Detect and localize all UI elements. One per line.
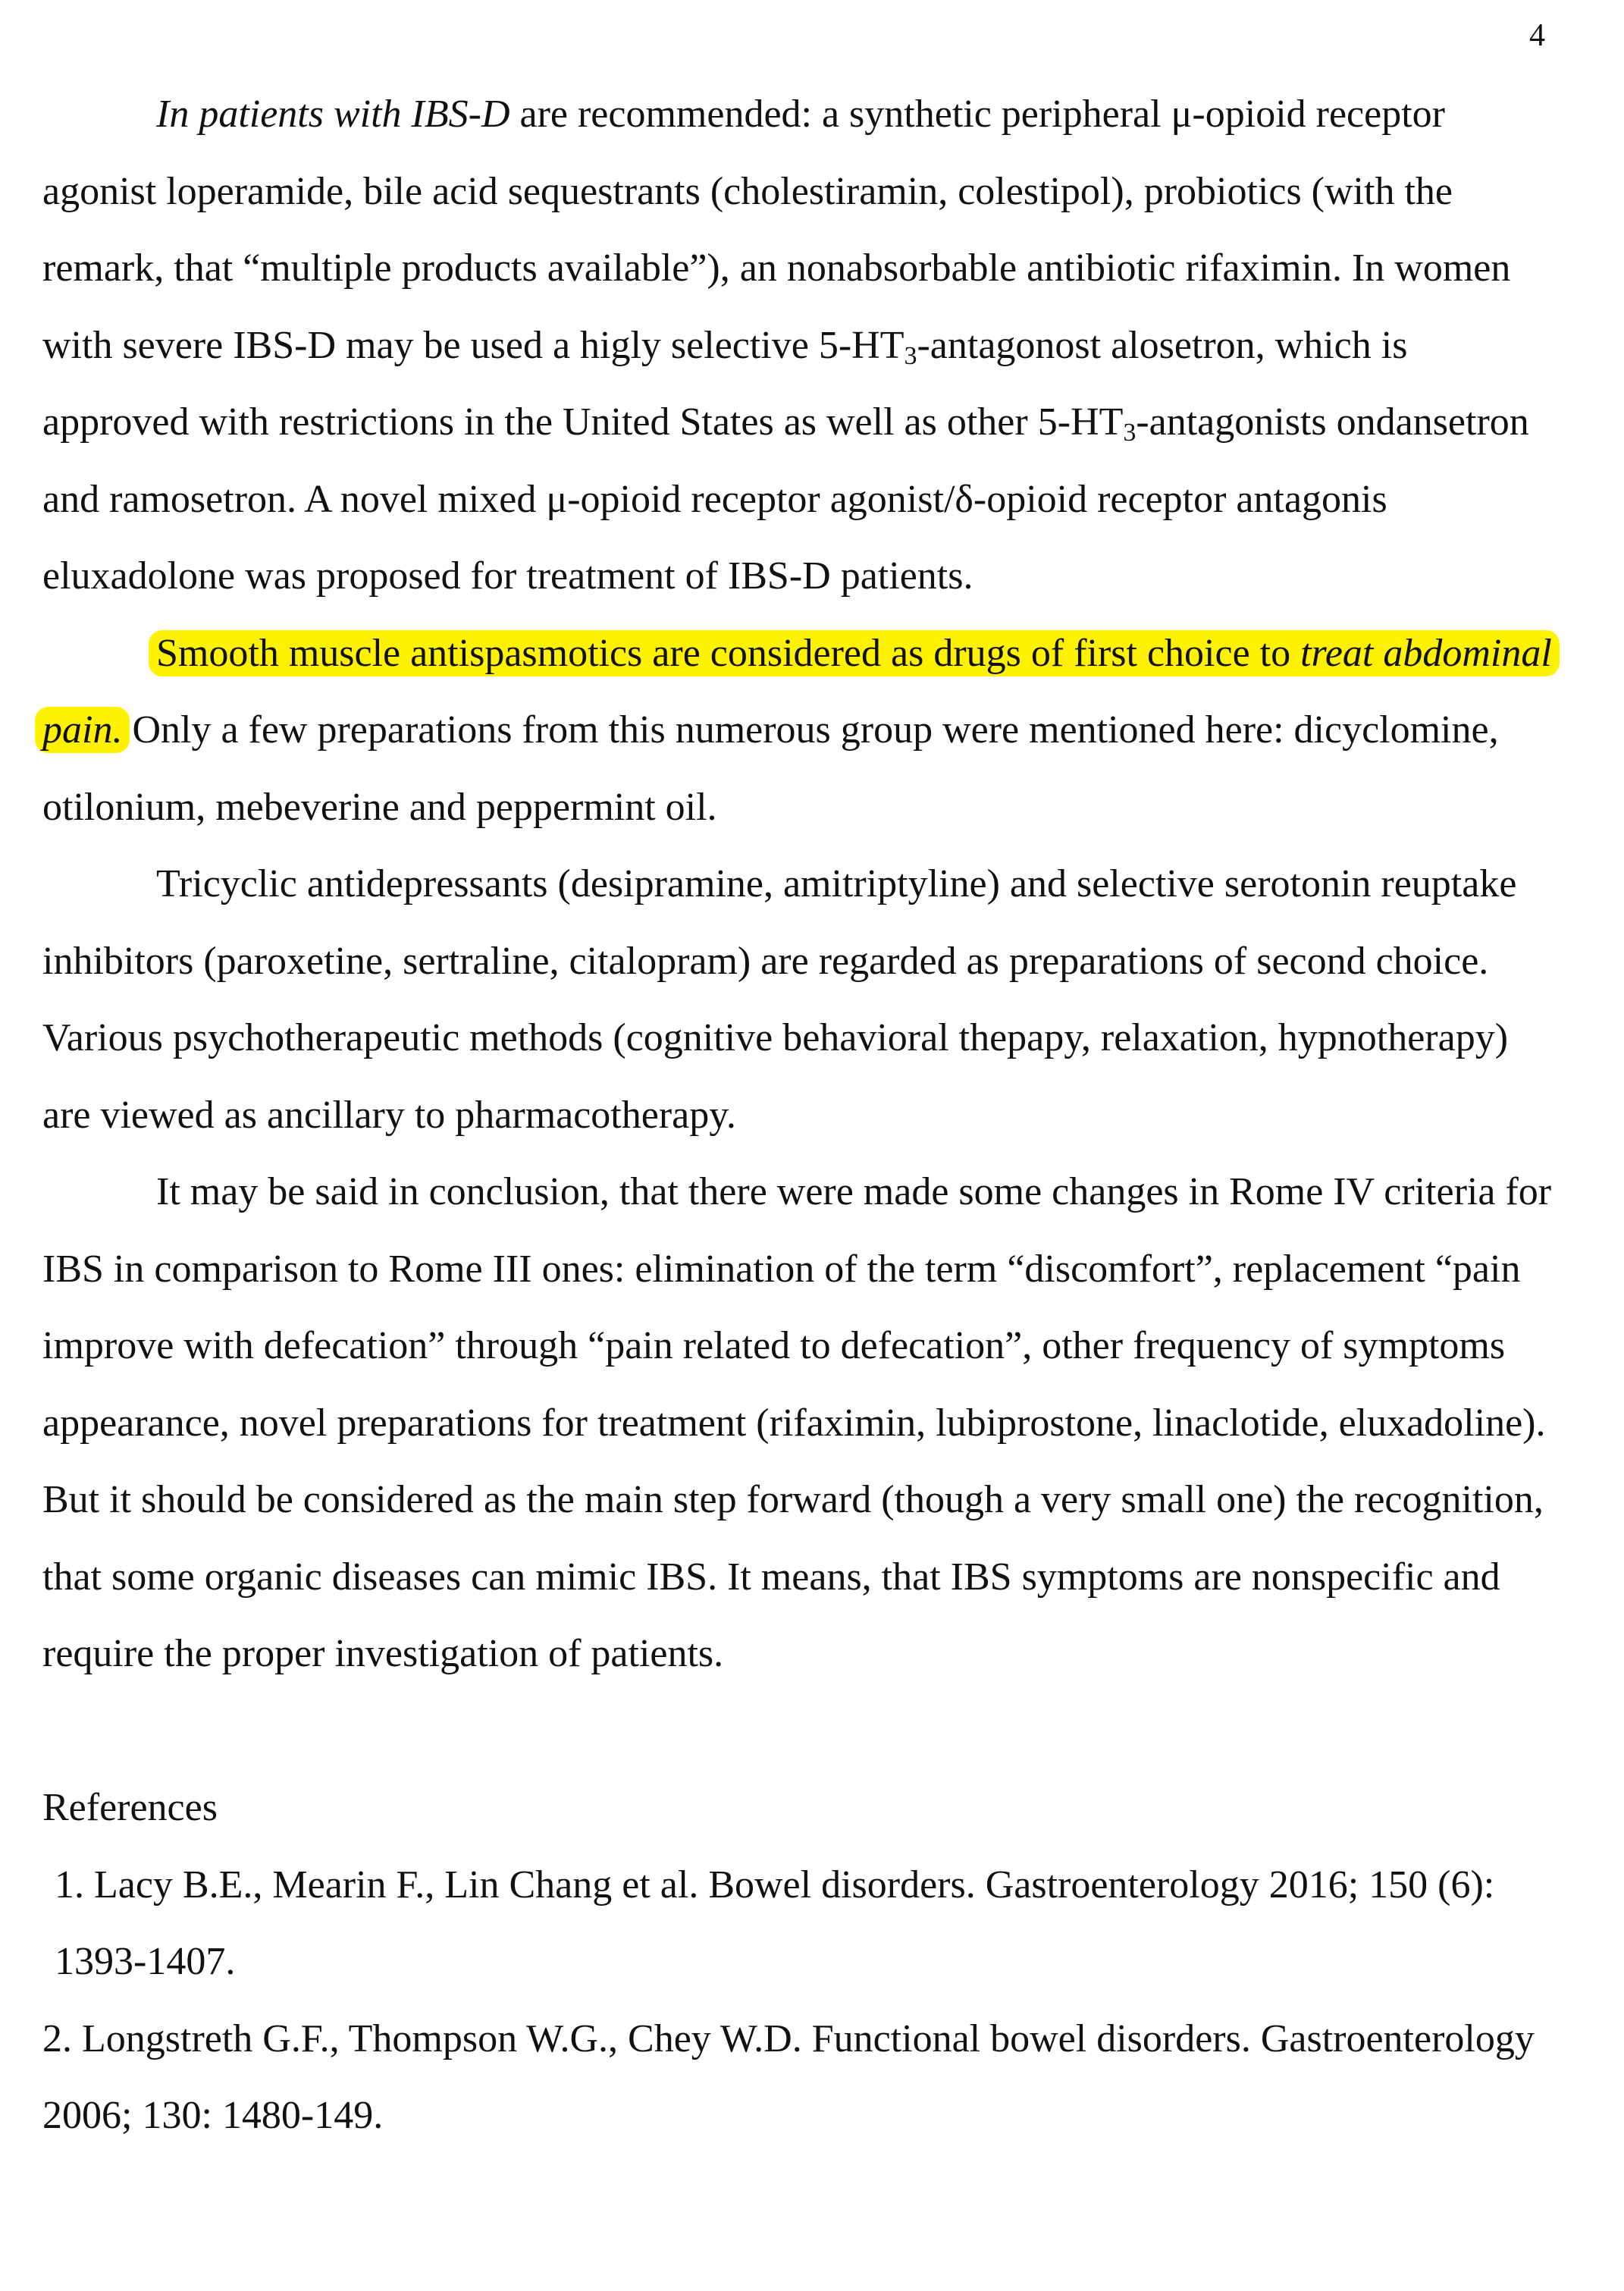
paragraph-lead-italic: In patients with IBS-D	[156, 93, 510, 136]
reference-item: 2. Longstreth G.F., Thompson W.G., Chey W.D. Functional bowel disorders. Gastroenterology 2006; 130: 1480-149.	[42, 2016, 1535, 2137]
paragraph-ibs-d-treatment	[42, 76, 1559, 615]
paragraph-antispasmotics	[42, 615, 1559, 846]
subscript: 3	[904, 341, 917, 370]
references-heading: References	[42, 1786, 218, 1829]
highlight-italic-text: treat abdominal pain.	[42, 631, 1552, 752]
paragraph-conclusion: It may be said in conclusion, that there were made some changes in Rome IV criteria for IBS in comparison to Rome III ones: elimination of the term “discomfort”, replacement “pain improve with defecation” through “pain related to defecation”, other frequency of symptoms appearance, novel preparations for treatment (rifaximin, lubiprostone, linaclotide, eluxadoline). But it should be considered as the main step forward (though a very small one) the recognition, that some organic diseases can mimic IBS. It means, that IBS symptoms are nonspecific and require the proper investigation of patients.	[42, 1170, 1552, 1675]
paragraph-text: -antagonists ondansetron and ramosetron. A novel mixed μ-opioid receptor agonist/δ-opioid receptor antagonis eluxadolone was proposed for treatment of IBS-D patients.	[42, 400, 1529, 598]
reference-item: 1. Lacy B.E., Mearin F., Lin Chang et al. Bowel disorders. Gastroenterology 2016; 150 (6): 1393-1407.	[55, 1863, 1495, 1983]
paragraph-text: are recommended: a synthetic peripheral μ-opioid receptor agonist loperamide, bile acid sequestrants (cholestiramin, colestipol), probiotics (with the remark, that “multiple products available”), an nonabsorbable antibiotic rifaximin. In women with severe IBS-D may be used a higly selective 5-HT	[42, 93, 1511, 367]
subscript: 3	[1123, 419, 1136, 447]
paragraph-text: -antagonost alosetron, which is approved with restrictions in the United States as well as other 5-HT	[42, 323, 1408, 444]
references-list	[42, 1847, 1559, 2154]
paragraph-antidepressants: Tricyclic antidepressants (desipramine, amitriptyline) and selective serotonin reuptake inhibitors (paroxetine, sertraline, citalopram) are regarded as preparations of second choice. Various psychotherapeutic methods (cognitive behavioral thepapy, relaxation, hypnotherapy) are viewed as ancillary to pharmacotherapy.	[42, 862, 1517, 1137]
document-body	[42, 76, 1559, 2154]
paragraph-text: Only a few preparations from this numerous group were mentioned here: dicyclomine, otilonium, mebeverine and peppermint oil.	[42, 708, 1499, 829]
highlight-regular-text: Smooth muscle antispasmotics are considered as drugs of first choice to	[156, 631, 1301, 675]
page-number: 4	[1529, 18, 1545, 53]
